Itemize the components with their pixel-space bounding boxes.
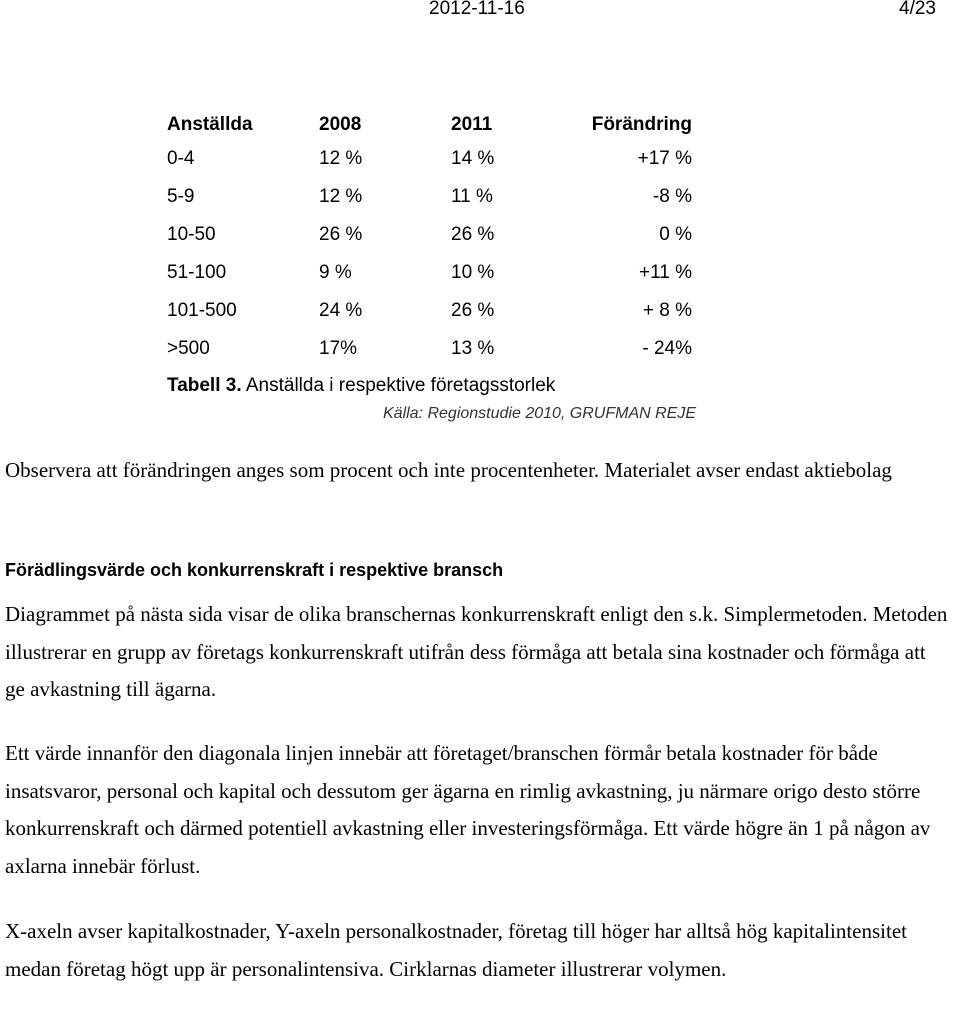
table-cell: +17 %: [637, 148, 692, 169]
page-header: [0, 0, 960, 22]
table-cell: + 8 %: [642, 300, 692, 321]
table-cell: 26 %: [451, 300, 495, 321]
table-cell: 9 %: [319, 262, 352, 283]
table-header-row: [163, 110, 692, 140]
column-header-2008: 2008: [319, 114, 362, 135]
table-cell: 12 %: [319, 148, 363, 169]
table-cell: 24 %: [319, 300, 363, 321]
paragraph-axes: X-axeln avser kapitalkostnader, Y-axeln personalkostnader, företag till höger har alltså hög kapitalintensitet medan företag högt upp är personalintensiva. Cirklarnas diameter illustrerar volymen.: [5, 919, 907, 981]
table-cell: 10 %: [451, 262, 495, 283]
column-header-change: Förändring: [591, 114, 692, 135]
page-number: 4/23: [899, 0, 936, 19]
table-cell: +11 %: [639, 262, 692, 283]
table-row: [163, 330, 692, 368]
table-cell: >500: [167, 338, 210, 359]
table-cell: 26 %: [451, 224, 495, 245]
column-header-2011: 2011: [451, 114, 493, 135]
table-cell: 13 %: [451, 338, 495, 359]
table-row: [163, 292, 692, 330]
section-heading: Förädlingsvärde och konkurrenskraft i respektive bransch: [5, 560, 504, 580]
table-caption: [167, 375, 555, 397]
paragraph-diagonal-line: Ett värde innanför den diagonala linjen innebär att företaget/branschen förmår betala kostnader för både insatsvaror, personal och kapital och dessutom ger ägarna en rimlig avkastning, ju närmare origo desto större konkurrenskraft och därmed potentiell avkastning eller investeringsförmåga. Ett värde högre än 1 på någon av axlarna innebär förlust.: [5, 741, 931, 878]
table-cell: 0-4: [167, 148, 195, 169]
table-cell: 17%: [319, 338, 358, 359]
column-header-employees: Anställda: [167, 114, 253, 135]
table-row: [163, 178, 692, 216]
table-caption-label: Tabell 3.: [167, 375, 242, 396]
table-cell: 14 %: [451, 148, 495, 169]
table-cell: 0 %: [659, 224, 692, 245]
table-cell: 5-9: [167, 186, 195, 207]
table-caption-text: Anställda i respektive företagsstorlek: [241, 375, 556, 396]
paragraph-diagram-intro: Diagrammet på nästa sida visar de olika branschernas konkurrenskraft enligt den s.k. Simplermetoden. Metoden illustrerar en grupp av företags konkurrenskraft utifrån dess förmåga att betala sina kostnader och förmåga att ge avkastning till ägarna.: [5, 602, 948, 701]
table-cell: 51-100: [167, 262, 227, 283]
employees-table: [163, 110, 692, 368]
table-cell: - 24%: [642, 338, 692, 359]
paragraph-note: Observera att förändringen anges som procent och inte procentenheter. Materialet avser endast aktiebolag: [5, 458, 892, 482]
header-date: 2012-11-16: [429, 0, 525, 19]
table-cell: -8 %: [652, 186, 692, 207]
table-cell: 12 %: [319, 186, 363, 207]
table-row: [163, 216, 692, 254]
table-cell: 26 %: [319, 224, 363, 245]
table-row: [163, 254, 692, 292]
table-cell: 101-500: [167, 300, 237, 321]
table-row: [163, 140, 692, 178]
table-cell: 11 %: [451, 186, 493, 207]
table-source: Källa: Regionstudie 2010, GRUFMAN REJE: [383, 405, 697, 422]
table-cell: 10-50: [167, 224, 216, 245]
